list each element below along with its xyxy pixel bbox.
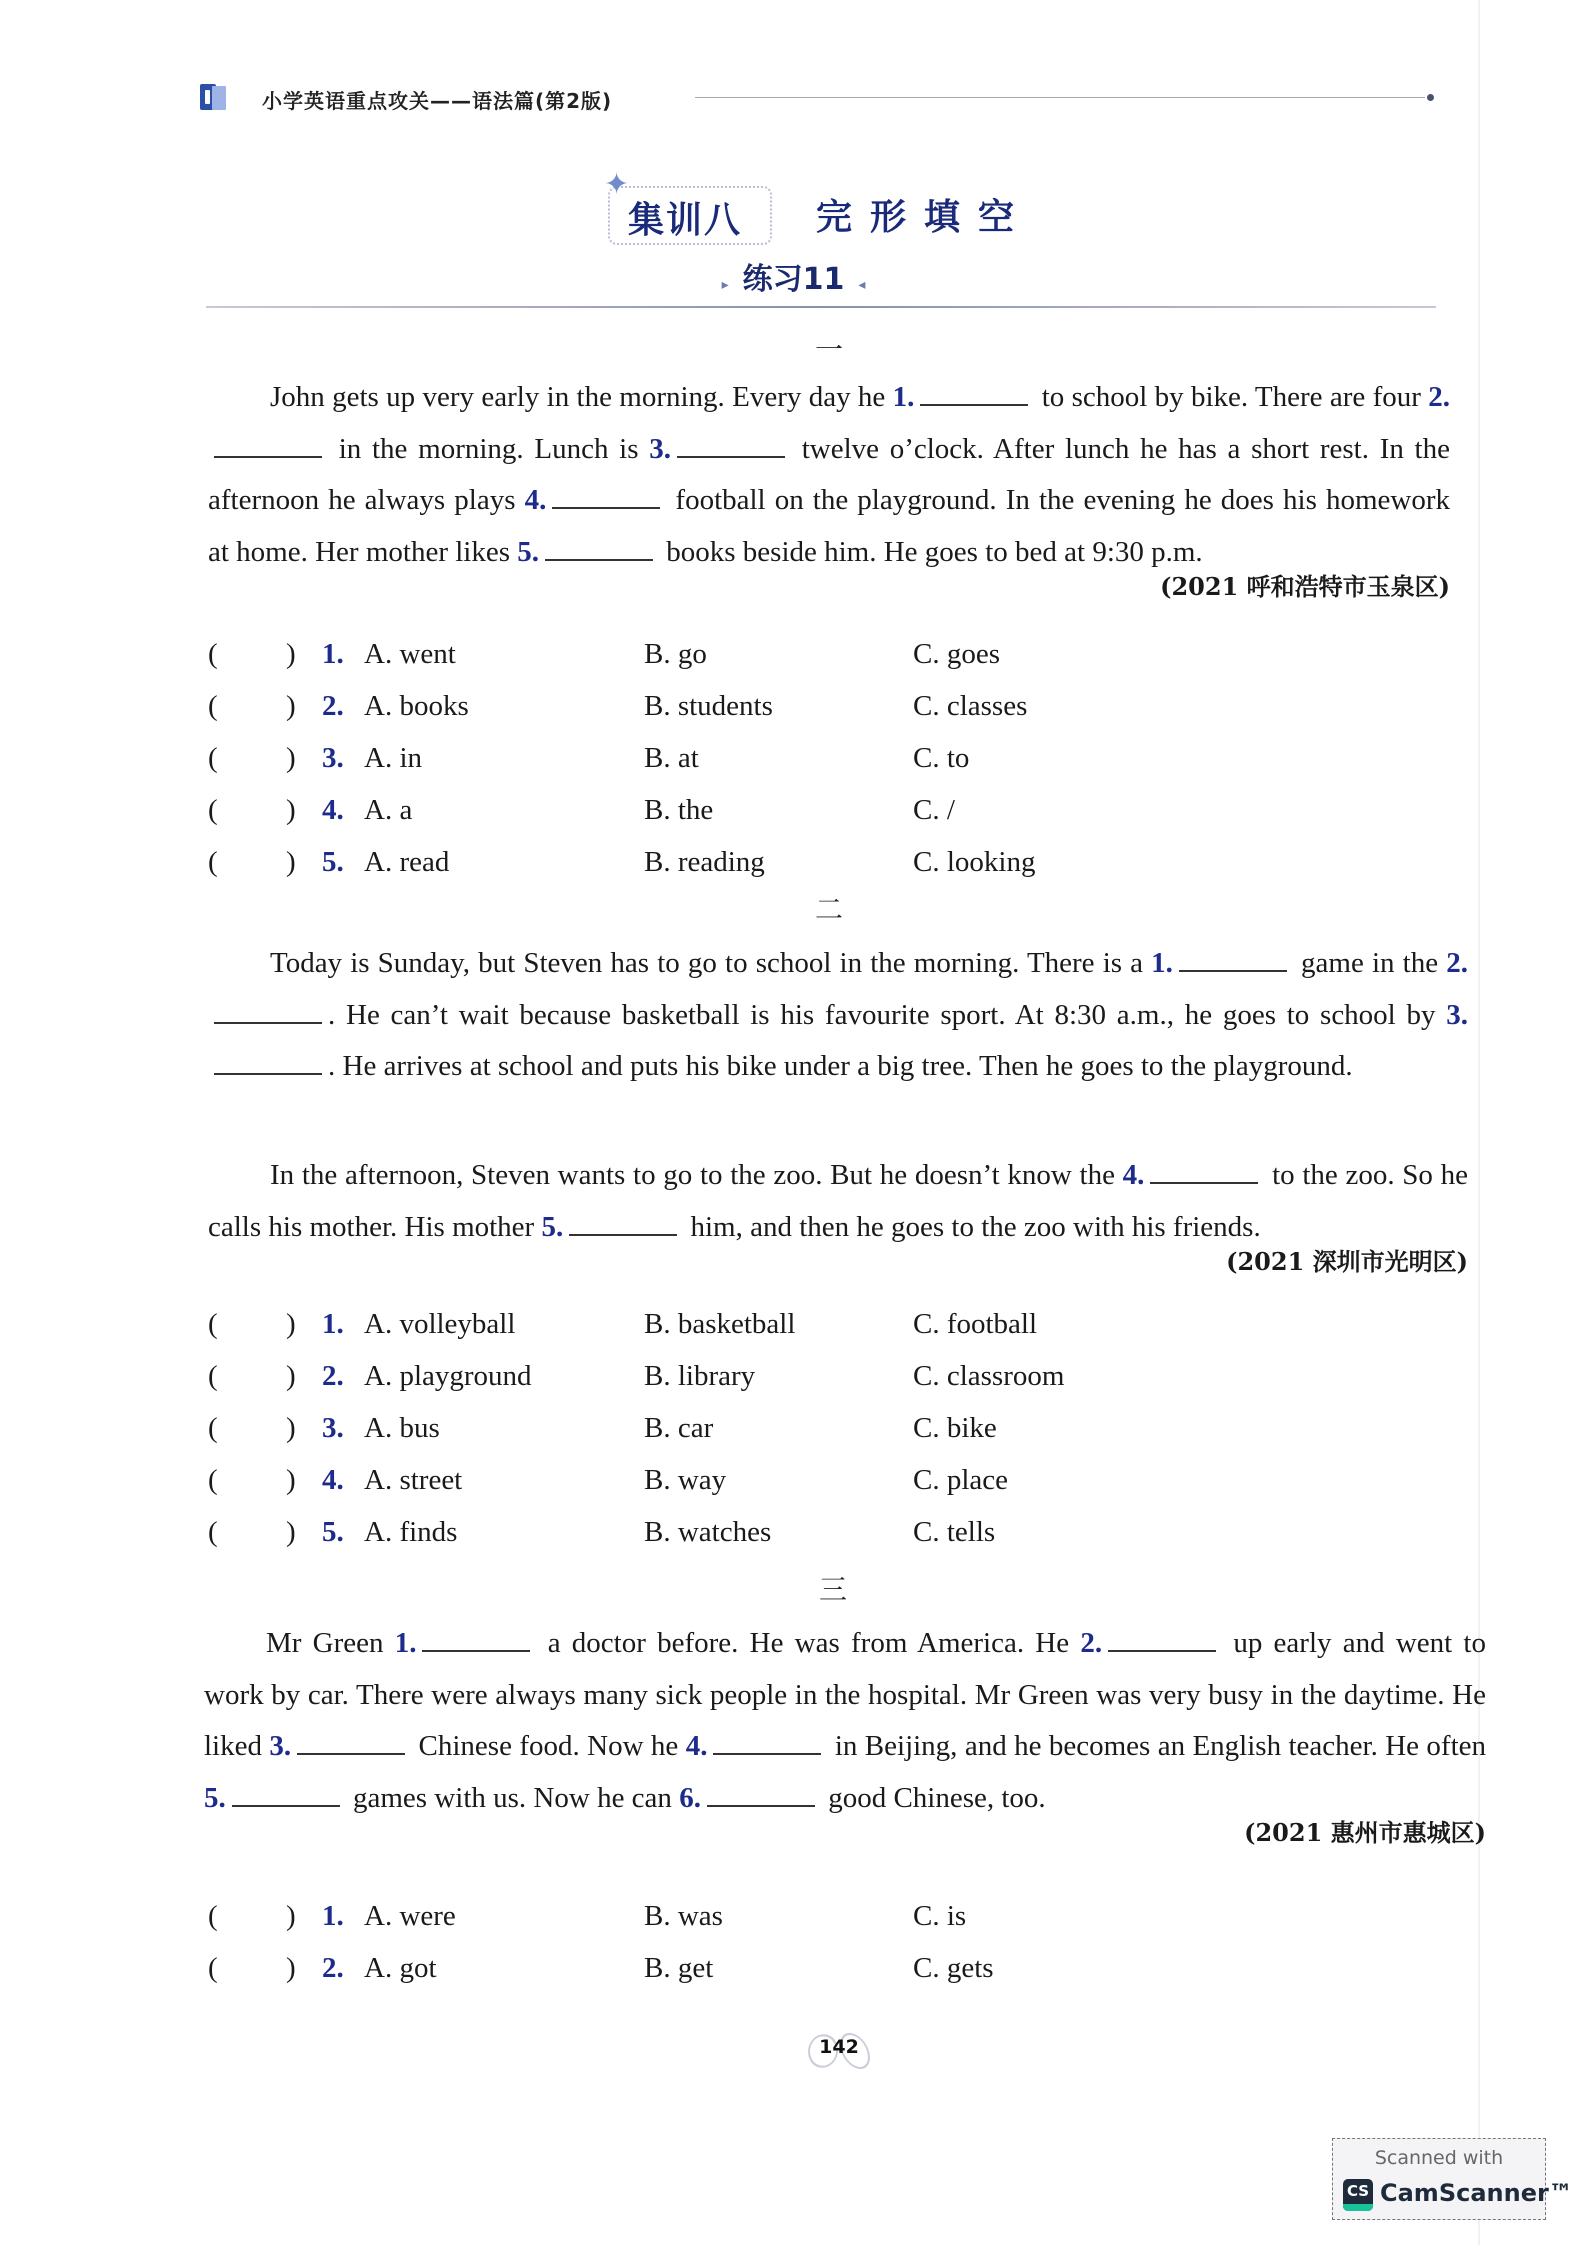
blank-number: 1.: [892, 381, 915, 413]
blank-number: 5.: [541, 1210, 564, 1243]
option-c[interactable]: C. bike: [913, 1412, 997, 1444]
option-a[interactable]: A. street: [364, 1464, 463, 1496]
option-a[interactable]: A. books: [364, 690, 469, 722]
question-number: 1.: [322, 638, 344, 670]
answer-blank[interactable]: [920, 380, 1028, 406]
passage-text: in the morning. Lunch is: [328, 432, 650, 465]
question-row: [208, 690, 1208, 742]
options-1: [208, 638, 1208, 898]
blank-number: 3.: [1446, 998, 1468, 1031]
arrow-right-icon: ▸: [721, 277, 729, 293]
option-b[interactable]: B. way: [644, 1464, 727, 1496]
section-mark-2: 二: [814, 893, 843, 926]
option-a[interactable]: A. volleyball: [364, 1308, 516, 1340]
blank-number: 2.: [1446, 947, 1468, 979]
question-source: (2021 呼和浩特市玉泉区): [1160, 571, 1450, 601]
option-b[interactable]: B. students: [644, 690, 773, 722]
option-a[interactable]: A. in: [364, 742, 422, 774]
option-c[interactable]: C. to: [913, 742, 970, 774]
question-row: [208, 1308, 1208, 1360]
passage-text: Mr Green: [266, 1627, 395, 1659]
option-b[interactable]: B. was: [644, 1900, 723, 1932]
header-divider: [695, 97, 1425, 98]
passage-text: Chinese food. Now he: [411, 1730, 686, 1762]
blank-number: 4.: [1122, 1159, 1145, 1191]
exercise-label: 练习11: [742, 262, 845, 297]
arrow-left-icon: ◂: [858, 277, 866, 293]
answer-paren-left[interactable]: (: [208, 794, 218, 826]
option-b[interactable]: B. go: [644, 638, 707, 670]
blank-number: 2.: [1080, 1627, 1103, 1659]
blank-number: 4.: [524, 484, 547, 516]
answer-blank[interactable]: [422, 1626, 530, 1652]
question-source: (2021 惠州市惠城区): [1244, 1817, 1486, 1847]
blank-number: 4.: [685, 1730, 708, 1762]
watermark-brand: CamScanner™: [1380, 2179, 1573, 2207]
question-row: [208, 1952, 1208, 2004]
logo-text: CS: [1346, 2182, 1370, 2200]
option-b[interactable]: B. library: [644, 1360, 756, 1392]
question-row: [208, 1516, 1208, 1568]
answer-paren-left[interactable]: (: [208, 1516, 218, 1548]
option-a[interactable]: A. playground: [364, 1360, 532, 1392]
answer-blank[interactable]: [232, 1781, 340, 1807]
blank-number: 5.: [204, 1781, 226, 1814]
option-a[interactable]: A. were: [364, 1900, 456, 1932]
question-row: [208, 1412, 1208, 1464]
question-number: 2.: [322, 1360, 344, 1392]
title-divider: [206, 306, 1436, 308]
passage-text: football on the playground. In the evening he does his homework at home. Her mother likes: [208, 484, 1450, 568]
answer-paren-left[interactable]: (: [208, 1464, 218, 1496]
question-row: [208, 1360, 1208, 1412]
page-number: [808, 2030, 870, 2070]
answer-paren-left[interactable]: (: [208, 846, 218, 878]
question-row: [208, 1464, 1208, 1516]
passage-text: . He arrives at school and puts his bike under a big tree. Then he goes to the playground.: [328, 1050, 1353, 1082]
chapter-badge: [604, 168, 772, 245]
passage-2a: [208, 938, 1468, 1093]
answer-paren-left[interactable]: (: [208, 638, 218, 670]
answer-blank[interactable]: [552, 483, 660, 509]
answer-paren-right: ): [286, 1952, 296, 1984]
option-a[interactable]: A. a: [364, 794, 413, 826]
question-row: [208, 1900, 1208, 1952]
camscanner-watermark: [1332, 2138, 1573, 2220]
option-a[interactable]: A. got: [364, 1952, 437, 1984]
option-c[interactable]: C. goes: [913, 638, 1000, 670]
question-number: 4.: [322, 794, 344, 826]
section-mark-3: 三: [818, 1573, 847, 1606]
passage-1: [208, 372, 1450, 630]
question-number: 3.: [322, 742, 344, 774]
passage-text: game in the: [1292, 947, 1447, 979]
option-b[interactable]: B. reading: [644, 846, 765, 878]
star-icon: ✦: [604, 168, 630, 201]
option-c[interactable]: C. place: [913, 1464, 1009, 1496]
answer-paren-right: ): [286, 742, 296, 774]
blank-number: 3.: [269, 1730, 292, 1762]
answer-paren-left[interactable]: (: [208, 1412, 218, 1444]
answer-blank[interactable]: [214, 1049, 322, 1075]
chapter-title: [596, 168, 1066, 243]
option-a[interactable]: A. went: [364, 638, 456, 670]
answer-paren-right: ): [286, 1412, 296, 1444]
answer-paren-left[interactable]: (: [208, 742, 218, 774]
answer-blank[interactable]: [1150, 1158, 1258, 1184]
blank-number: 3.: [649, 432, 671, 465]
page-edge: [1478, 0, 1480, 2245]
option-c[interactable]: C. gets: [913, 1952, 994, 1984]
answer-paren-left[interactable]: (: [208, 690, 218, 722]
question-row: [208, 846, 1208, 898]
answer-paren-left[interactable]: (: [208, 1952, 218, 1984]
option-c[interactable]: C. football: [913, 1308, 1038, 1340]
answer-paren-right: ): [286, 1900, 296, 1932]
chapter-name: 完形填空: [816, 197, 1033, 238]
answer-paren-right: ): [286, 1308, 296, 1340]
question-number: 4.: [322, 1464, 344, 1496]
options-2: [208, 1308, 1208, 1568]
option-c[interactable]: C. looking: [913, 846, 1036, 878]
chapter-number: 集训八: [628, 200, 743, 241]
passage-text: to the zoo. So he calls his mother. His mother: [208, 1159, 1468, 1243]
answer-paren-right: ): [286, 1516, 296, 1548]
option-b[interactable]: B. car: [644, 1412, 714, 1444]
blank-number: 2.: [1428, 381, 1450, 413]
answer-blank[interactable]: [569, 1210, 677, 1236]
blank-number: 6.: [679, 1781, 701, 1814]
answer-blank[interactable]: [677, 432, 785, 458]
question-number: 1.: [322, 1308, 344, 1340]
option-c[interactable]: C. classes: [913, 690, 1028, 722]
passage-text: games with us. Now he can: [345, 1781, 680, 1814]
option-b[interactable]: B. watches: [644, 1516, 772, 1548]
option-b[interactable]: B. get: [644, 1952, 714, 1984]
answer-paren-right: ): [286, 1464, 296, 1496]
option-b[interactable]: B. the: [644, 794, 714, 826]
exercise-title: [0, 254, 1587, 298]
answer-blank[interactable]: [1108, 1626, 1216, 1652]
option-c[interactable]: C. /: [913, 794, 955, 826]
option-c[interactable]: C. tells: [913, 1516, 996, 1548]
answer-blank[interactable]: [1179, 946, 1287, 972]
question-number: 2.: [322, 690, 344, 722]
page-number-text: 142: [819, 2036, 859, 2058]
blank-number: 1.: [394, 1627, 417, 1659]
option-a[interactable]: A. read: [364, 846, 450, 878]
question-row: [208, 742, 1208, 794]
answer-paren-right: ): [286, 690, 296, 722]
passage-text: good Chinese, too.: [820, 1781, 1046, 1814]
blank-number: 1.: [1151, 947, 1173, 979]
option-c[interactable]: C. classroom: [913, 1360, 1065, 1392]
blank-number: 5.: [517, 535, 539, 568]
answer-paren-left[interactable]: (: [208, 1900, 218, 1932]
option-c[interactable]: C. is: [913, 1900, 967, 1932]
question-source: (2021 深圳市光明区): [1226, 1246, 1468, 1276]
section-mark-1: 一: [814, 333, 843, 366]
options-3: [208, 1900, 1208, 2004]
passage-3: [204, 1618, 1486, 1876]
passage-text: John gets up very early in the morning. Every day he: [270, 381, 893, 413]
answer-blank[interactable]: [545, 535, 653, 561]
option-a[interactable]: A. bus: [364, 1412, 440, 1444]
camscanner-logo-icon: [1343, 2179, 1373, 2211]
book-icon: [200, 82, 226, 112]
question-number: 5.: [322, 846, 344, 878]
running-header: [200, 82, 1435, 112]
passage-text: In the afternoon, Steven wants to go to the zoo. But he doesn’t know the: [270, 1159, 1123, 1191]
book-title: 小学英语重点攻关——语法篇(第2版): [262, 89, 613, 113]
passage-2b: [208, 1150, 1468, 1305]
passage-text: in Beijing, and he becomes an English teacher. He often: [827, 1730, 1486, 1762]
answer-paren-left[interactable]: (: [208, 1308, 218, 1340]
passage-text: him, and then he goes to the zoo with his friends.: [683, 1210, 1261, 1243]
question-row: [208, 794, 1208, 846]
option-a[interactable]: A. finds: [364, 1516, 458, 1548]
answer-paren-right: ): [286, 794, 296, 826]
watermark-caption: Scanned with: [1374, 2147, 1504, 2169]
option-b[interactable]: B. basketball: [644, 1308, 796, 1340]
header-dot-icon: [1427, 94, 1434, 101]
question-number: 1.: [322, 1900, 344, 1932]
passage-text: twelve o’clock. After lunch he has a short rest. In the afternoon he always plays: [208, 432, 1450, 516]
passage-text: Today is Sunday, but Steven has to go to school in the morning. There is a: [270, 947, 1152, 979]
passage-text: books beside him. He goes to bed at 9:30 p.m.: [659, 535, 1203, 568]
answer-blank[interactable]: [297, 1729, 405, 1755]
question-number: 3.: [322, 1412, 344, 1444]
answer-paren-right: ): [286, 638, 296, 670]
question-number: 2.: [322, 1952, 344, 1984]
passage-text: up early and went to work by car. There were always many sick people in the hospital. Mr Green was very busy in the daytime. He liked: [204, 1627, 1486, 1762]
answer-paren-left[interactable]: (: [208, 1360, 218, 1392]
option-b[interactable]: B. at: [644, 742, 699, 774]
passage-text: . He can’t wait because basketball is his favourite sport. At 8:30 a.m., he goes to school by: [328, 998, 1447, 1031]
passage-text: to school by bike. There are four: [1034, 381, 1429, 413]
answer-blank[interactable]: [713, 1729, 821, 1755]
answer-blank[interactable]: [214, 432, 322, 458]
question-number: 5.: [322, 1516, 344, 1548]
answer-paren-right: ): [286, 846, 296, 878]
answer-paren-right: ): [286, 1360, 296, 1392]
answer-blank[interactable]: [707, 1781, 815, 1807]
answer-blank[interactable]: [214, 998, 322, 1024]
passage-text: a doctor before. He was from America. He: [536, 1627, 1081, 1659]
question-row: [208, 638, 1208, 690]
